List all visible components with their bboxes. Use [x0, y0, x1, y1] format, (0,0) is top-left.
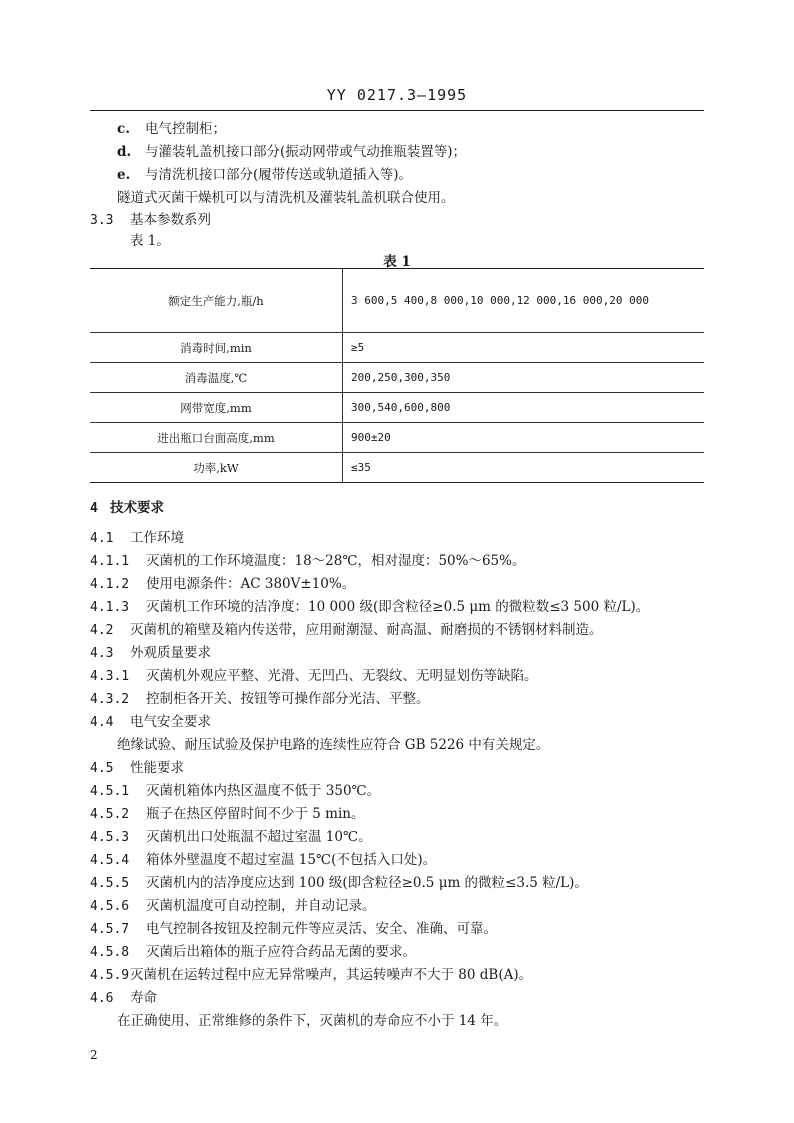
- section-line: [90, 644, 211, 663]
- value-cell: 3 600,5 400,8 000,10 000,12 000,16 000,20 000: [343, 269, 705, 333]
- table-row: [90, 363, 704, 393]
- table-reference: 表 1。: [130, 233, 170, 249]
- value-cell: ≥5: [343, 333, 705, 363]
- section-number: 4.3.1: [90, 669, 130, 684]
- list-item: [117, 166, 412, 184]
- section-number: 4.3: [90, 646, 114, 661]
- section-line: [90, 874, 588, 893]
- param-cell: 进出瓶口台面高度,mm: [90, 423, 343, 453]
- section-number: 3.3: [90, 213, 114, 228]
- section-text: 使用电源条件：AC 380V±10%。: [146, 576, 356, 592]
- param-cell: 消毒时间,min: [90, 333, 343, 363]
- param-cell: 网带宽度,mm: [90, 393, 343, 423]
- section-text: 灭菌机内的洁净度应达到 100 级(即含粒径≥0.5 μm 的微粒≤3.5 粒/L)。: [146, 875, 588, 891]
- list-text: 与清洗机接口部分(履带传送或轨道插入等)。: [145, 167, 413, 183]
- page-number: 2: [90, 1048, 98, 1062]
- table-row: [90, 393, 704, 423]
- section-text: 灭菌后出箱体的瓶子应符合药品无菌的要求。: [146, 944, 416, 960]
- section-number: 4.5: [90, 761, 114, 776]
- section-number: 4.2: [90, 623, 114, 638]
- value-cell: 300,540,600,800: [343, 393, 705, 423]
- section-line: [90, 667, 538, 686]
- section-number: 4.5.9: [90, 968, 130, 983]
- section-text: 灭菌机箱体内热区温度不低于 350℃。: [146, 783, 381, 799]
- section-text: 电气控制各按钮及控制元件等应灵活、安全、准确、可靠。: [146, 921, 497, 937]
- param-cell: 消毒温度,℃: [90, 363, 343, 393]
- section-line: [90, 851, 436, 870]
- paragraph: 隧道式灭菌干燥机可以与清洗机及灌装轧盖机联合使用。: [117, 190, 455, 206]
- section-number: 4.3.2: [90, 692, 130, 707]
- table-row: [90, 269, 704, 333]
- value-cell: ≤35: [343, 453, 705, 483]
- section-text: 电气安全要求: [130, 714, 211, 730]
- section-line: [90, 782, 380, 801]
- section-line: [90, 621, 603, 640]
- section-number: 4.5.6: [90, 899, 130, 914]
- table-row: [90, 453, 704, 483]
- section-line: [90, 943, 416, 962]
- section-text: 灭菌机的工作环境温度：18～28℃，相对湿度：50%～65%。: [146, 553, 526, 569]
- section-text: 控制柜各开关、按钮等可操作部分光洁、平整。: [146, 691, 430, 707]
- section-text: 灭菌机外观应平整、光滑、无凹凸、无裂纹、无明显划伤等缺陷。: [146, 668, 538, 684]
- list-text: 与灌装轧盖机接口部分(振动网带或气动推瓶装置等)；: [145, 144, 467, 160]
- section-line: [90, 966, 532, 985]
- section-number: 4: [90, 501, 98, 516]
- document-header: YY 0217.3—1995: [90, 86, 704, 111]
- section-line: [90, 713, 211, 732]
- section-text: 性能要求: [130, 760, 184, 776]
- section-number: 4.1.1: [90, 554, 130, 569]
- section-text: 灭菌机温度可自动控制，并自动记录。: [146, 898, 376, 914]
- value-cell: 200,250,300,350: [343, 363, 705, 393]
- paragraph: 绝缘试验、耐压试验及保护电路的连续性应符合 GB 5226 中有关规定。: [117, 737, 550, 753]
- value-cell: 900±20: [343, 423, 705, 453]
- paragraph: 在正确使用、正常维修的条件下，灭菌机的寿命应不小于 14 年。: [117, 1013, 508, 1029]
- section-line: [90, 690, 430, 709]
- section-number: 4.5.5: [90, 876, 130, 891]
- section-number: 4.5.8: [90, 945, 130, 960]
- section-number: 4.5.3: [90, 830, 130, 845]
- section-line: [90, 897, 376, 916]
- section-text: 瓶子在热区停留时间不少于 5 min。: [146, 806, 365, 822]
- section-number: 4.1: [90, 531, 114, 546]
- section-number: 4.4: [90, 715, 114, 730]
- section-line: [90, 805, 365, 824]
- section-4-heading: [90, 499, 164, 518]
- param-cell: 功率,kW: [90, 453, 343, 483]
- table-row: [90, 333, 704, 363]
- section-line: [90, 552, 525, 571]
- list-item: [117, 120, 226, 138]
- section-line: [90, 575, 355, 594]
- list-item: [117, 143, 466, 161]
- parameter-table: [90, 268, 704, 483]
- section-text: 外观质量要求: [130, 645, 211, 661]
- section-line: [90, 598, 649, 617]
- section-text: 灭菌机工作环境的洁净度：10 000 级(即含粒径≥0.5 μm 的微粒数≤3 500 粒/L)。: [146, 599, 650, 615]
- section-number: 4.5.7: [90, 922, 130, 937]
- section-line: [90, 529, 184, 548]
- section-text: 寿命: [130, 990, 157, 1006]
- list-label: e.: [117, 167, 131, 183]
- section-number: 4.6: [90, 991, 114, 1006]
- section-number: 4.5.4: [90, 853, 130, 868]
- section-number: 4.1.3: [90, 600, 130, 615]
- section-title: 基本参数系列: [130, 212, 211, 228]
- section-line: [90, 828, 372, 847]
- section-text: 工作环境: [130, 530, 184, 546]
- section-title: 技术要求: [110, 500, 164, 516]
- section-text: 箱体外壁温度不超过室温 15℃(不包括入口处)。: [146, 852, 437, 868]
- list-text: 电气控制柜；: [145, 121, 226, 137]
- section-line: [90, 920, 497, 939]
- section-line: [90, 759, 184, 778]
- section-number: 4.5.2: [90, 807, 130, 822]
- section-3-3: [90, 211, 211, 230]
- table-row: [90, 423, 704, 453]
- table-caption: 表 1: [383, 254, 411, 270]
- list-label: c.: [117, 121, 130, 137]
- param-cell: 额定生产能力,瓶/h: [90, 269, 343, 333]
- section-text: 灭菌机在运转过程中应无异常噪声，其运转噪声不大于 80 dB(A)。: [130, 967, 533, 983]
- list-label: d.: [117, 144, 132, 160]
- section-number: 4.1.2: [90, 577, 130, 592]
- section-text: 灭菌机的箱壁及箱内传送带，应用耐潮湿、耐高温、耐磨损的不锈钢材料制造。: [130, 622, 603, 638]
- section-text: 灭菌机出口处瓶温不超过室温 10℃。: [146, 829, 372, 845]
- section-line: [90, 989, 157, 1008]
- section-number: 4.5.1: [90, 784, 130, 799]
